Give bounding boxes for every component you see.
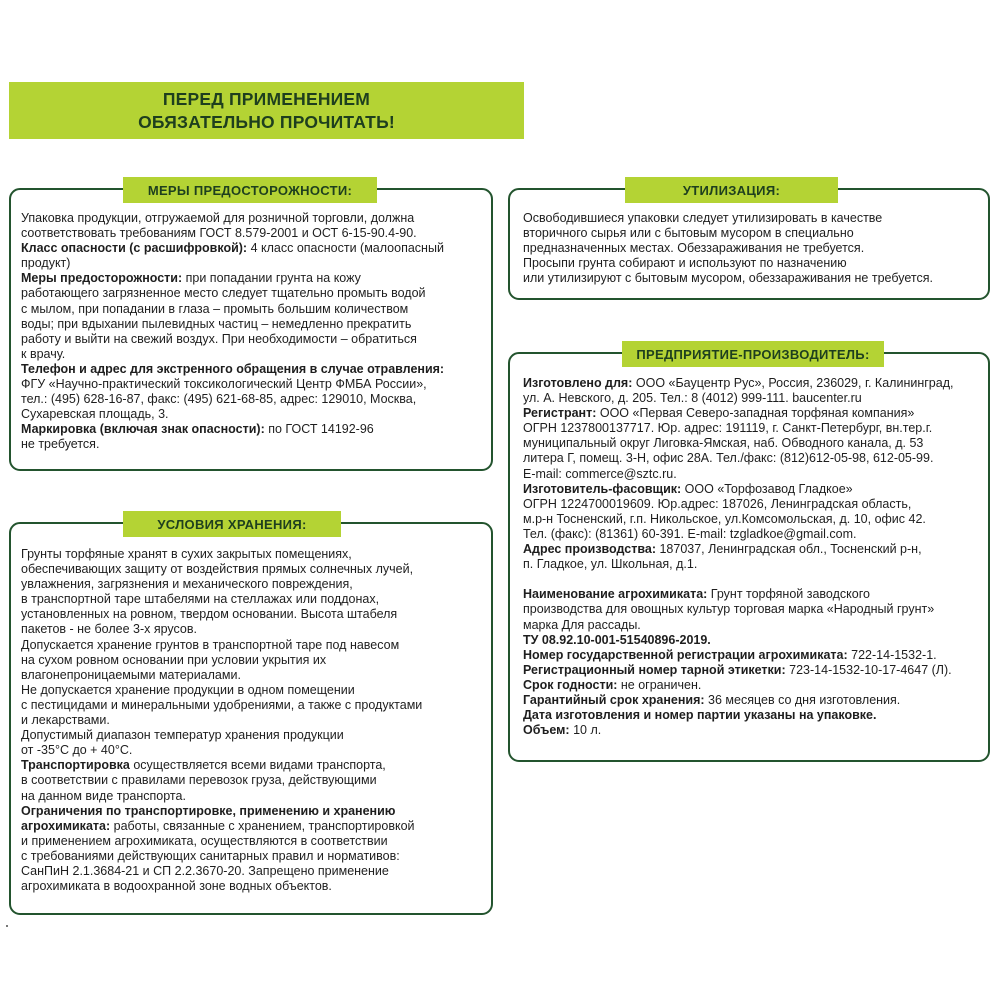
text-line (21, 332, 444, 347)
line-text: ООО «Бауцентр Рус», Россия, 236029, г. Калининград, (632, 376, 954, 390)
text-line (21, 819, 422, 834)
line-text: Тел. (факс): (81361) 60-391. E-mail: tzgladkoe@gmail.com. (523, 526, 857, 541)
line-text: и применением агрохимиката, осуществляются в соответствии (21, 833, 388, 848)
precautions-box (9, 182, 493, 471)
bold-label: Маркировка (включая знак опасности): (21, 422, 265, 437)
line-text: с пестицидами и минеральными удобрениями, а также с продуктами (21, 697, 423, 712)
line-text: осуществляется всеми видами транспорта, (129, 758, 386, 773)
line-text: ООО «Торфозавод Гладкое» (681, 481, 853, 496)
line-text: в соответствии с правилами перевозок груза, действующими (21, 773, 377, 788)
line-text: от -35°С до + 40°С. (21, 743, 133, 758)
line-text: 4 класс опасности (малоопасный (247, 241, 444, 256)
bold-label: Объем: (523, 723, 570, 738)
precautions-title: МЕРЫ ПРЕДОСТОРОЖНОСТИ: (123, 177, 377, 203)
text-line (523, 542, 953, 557)
text-line (21, 362, 444, 377)
text-line (21, 849, 422, 864)
text-line (21, 392, 444, 407)
line-text: не требуется. (21, 437, 100, 452)
line-text: пакетов - не более 3-х ярусов. (21, 622, 197, 637)
precautions-body (21, 211, 444, 453)
text-line (21, 728, 422, 743)
text-line (523, 226, 933, 241)
bold-label: Номер государственной регистрации агрохимиката: (523, 647, 848, 662)
line-text: работающего загрязненное место следует тщательно промыть водой (21, 286, 426, 301)
line-text: в транспортной таре штабелями на стеллажах или поддонах, (21, 592, 380, 607)
line-text: 36 месяцев со дня изготовления. (704, 692, 901, 707)
text-line (523, 421, 953, 436)
line-text: 10 л. (569, 723, 602, 738)
line-text: на сухом ровном основании при условии укрытия их (21, 652, 327, 667)
text-line (21, 241, 444, 256)
stray-dot (6, 925, 8, 927)
text-line (21, 804, 422, 819)
line-text: м.р-н Тосненский, г.п. Никольское, ул.Комсомольская, д. 10, офис 42. (523, 511, 926, 526)
text-line (21, 286, 444, 301)
text-line (523, 633, 953, 648)
disposal-box (508, 182, 990, 300)
line-text: вторичного сырья или с бытовым мусором в специально (523, 226, 854, 241)
text-line (523, 256, 933, 271)
text-line (21, 668, 422, 683)
line-text: ул. А. Невского, д. 205. Тел.: 8 (4012) 999-111. baucenter.ru (523, 391, 862, 406)
text-line (523, 708, 953, 723)
warning-banner (9, 82, 524, 139)
text-line (21, 256, 444, 271)
text-line (21, 683, 422, 698)
text-line (21, 789, 422, 804)
line-text: установленных на ровном, твердом основании. Высота штабеля (21, 607, 398, 622)
line-text: 722-14-1532-1. (847, 647, 937, 662)
line-text: Грунты торфяные хранят в сухих закрытых помещениях, (21, 547, 352, 561)
text-line (523, 557, 953, 572)
text-line (21, 317, 444, 332)
text-line (523, 587, 953, 602)
text-line (523, 451, 953, 466)
line-text: предназначенных местах. Обеззараживания не требуется. (523, 241, 865, 256)
line-text: СанПиН 2.1.3684-21 и СП 2.2.3670-20. Запрещено применение (21, 863, 389, 878)
line-text: 187037, Ленинградская обл., Тосненский р-н, (656, 542, 922, 557)
line-text: на данном виде транспорта. (21, 788, 186, 803)
banner-line-2: ОБЯЗАТЕЛЬНО ПРОЧИТАТЬ! (138, 111, 395, 132)
bold-label: Регистрационный номер тарной этикетки: (523, 662, 786, 677)
banner-line-1: ПЕРЕД ПРИМЕНЕНИЕМ (162, 88, 371, 109)
line-text: Освободившиеся упаковки следует утилизировать в качестве (523, 211, 883, 225)
text-line (21, 226, 444, 241)
line-text: влагонепроницаемыми материалами. (21, 667, 241, 682)
text-line (523, 572, 953, 587)
line-text: Просыпи грунта собирают и используют по назначению (523, 256, 847, 271)
manufacturer-box (508, 346, 990, 762)
line-text: и лекарствами. (21, 713, 110, 728)
bold-label: Регистрант: (523, 406, 597, 421)
bold-label: Меры предосторожности: (21, 271, 183, 286)
text-line (21, 638, 422, 653)
text-line (21, 834, 422, 849)
text-line (21, 437, 444, 452)
disposal-body (523, 211, 933, 286)
text-line (21, 864, 422, 879)
line-text: с мылом, при попадании в глаза – промыть большим количеством (21, 301, 409, 316)
manufacturer-title: ПРЕДПРИЯТИЕ-ПРОИЗВОДИТЕЛЬ: (622, 341, 884, 367)
text-line (523, 618, 953, 633)
line-text: Грунт торфяной заводского (707, 587, 870, 602)
text-line (523, 391, 953, 406)
text-line (523, 678, 953, 693)
text-line (21, 713, 422, 728)
text-line (523, 512, 953, 527)
text-line (523, 271, 933, 286)
line-text: Допускается хранение грунтов в транспортной таре под навесом (21, 637, 400, 652)
text-line (523, 376, 953, 391)
line-text: обеспечивающих защиту от воздействия прямых солнечных лучей, (21, 562, 414, 577)
line-text: работы, связанные с хранением, транспортировкой (110, 818, 415, 833)
text-line (523, 527, 953, 542)
text-line (21, 607, 422, 622)
disposal-title: УТИЛИЗАЦИЯ: (625, 177, 838, 203)
line-text: ОГРН 1237800137717. Юр. адрес: 191119, г. Санкт-Петербург, вн.тер.г. (523, 421, 933, 436)
line-text: не ограничен. (617, 677, 702, 692)
line-text: 723-14-1532-10-17-4647 (Л). (785, 662, 952, 677)
line-text: с требованиями действующих санитарных правил и нормативов: (21, 848, 400, 863)
text-line (21, 879, 422, 894)
line-text: Упаковка продукции, отгружаемой для розничной торговли, должна (21, 211, 415, 225)
text-line (21, 562, 422, 577)
text-line (523, 602, 953, 617)
text-line (523, 723, 953, 738)
text-line (21, 271, 444, 286)
line-text: Допустимый диапазон температур хранения продукции (21, 728, 344, 743)
text-line (21, 577, 422, 592)
text-line (21, 407, 444, 422)
text-line (21, 377, 444, 392)
line-text: ООО «Первая Северо-западная торфяная компания» (596, 406, 915, 421)
text-line (523, 467, 953, 482)
line-text: по ГОСТ 14192-96 (264, 422, 374, 437)
bold-label: Дата изготовления и номер партии указаны на упаковке. (523, 708, 877, 723)
line-text: агрохимиката в водоохранной зоне водных объектов. (21, 879, 332, 894)
text-line (21, 547, 422, 562)
text-line (21, 773, 422, 788)
line-text: тел.: (495) 628-16-87, факс: (495) 621-68-85, адрес: 129010, Москва, (21, 392, 417, 407)
text-line (21, 698, 422, 713)
storage-box (9, 516, 493, 915)
text-line (523, 406, 953, 421)
line-text: или утилизируют с бытовым мусором, обеззараживания не требуется. (523, 271, 933, 286)
bold-label: агрохимиката: (21, 818, 111, 833)
line-text: муниципальный округ Лиговка-Ямская, наб. Обводного канала, д. 53 (523, 436, 924, 451)
line-text: работу и выйти на свежий воздух. При необходимости – обратиться (21, 331, 417, 346)
text-line (21, 758, 422, 773)
text-line (21, 743, 422, 758)
bold-label: Изготовитель-фасовщик: (523, 481, 682, 496)
text-line (523, 482, 953, 497)
text-line (523, 211, 933, 226)
bold-label: ТУ 08.92.10-001-51540896-2019. (523, 632, 711, 647)
line-text: E-mail: commerce@sztc.ru. (523, 466, 677, 481)
line-text: воды; при вдыхании пылевидных частиц – немедленно прекратить (21, 316, 412, 331)
bold-label: Транспортировка (21, 758, 130, 773)
line-text: увлажнения, загрязнения и механического повреждения, (21, 577, 353, 592)
bold-label: Телефон и адрес для экстренного обращения в случае отравления: (21, 361, 445, 376)
text-line (523, 693, 953, 708)
line-text: Сухаревская площадь, 3. (21, 407, 169, 422)
line-text: ФГУ «Научно-практический токсикологический Центр ФМБА России», (21, 377, 427, 392)
storage-title: УСЛОВИЯ ХРАНЕНИЯ: (123, 511, 341, 537)
bold-label: Ограничения по транспортировке, применению и хранению (21, 803, 396, 818)
line-text: п. Гладкое, ул. Школьная, д.1. (523, 557, 698, 572)
manufacturer-body (523, 376, 953, 738)
bold-label: Адрес производства: (523, 542, 656, 557)
text-line (523, 497, 953, 512)
line-text: Не допускается хранение продукции в одном помещении (21, 682, 355, 697)
text-line (21, 622, 422, 637)
text-line (21, 592, 422, 607)
line-text: соответствовать требованиям ГОСТ 8.579-2001 и ОСТ 6-15-90.4-90. (21, 226, 417, 241)
bold-label: Гарантийный срок хранения: (523, 692, 705, 707)
text-line (21, 302, 444, 317)
text-line (523, 648, 953, 663)
bold-label: Наименование агрохимиката: (523, 587, 708, 602)
text-line (21, 653, 422, 668)
line-text: продукт) (21, 256, 71, 271)
line-text: к врачу. (21, 346, 66, 361)
line-text: марка Для рассады. (523, 617, 641, 632)
text-line (523, 663, 953, 678)
text-line (523, 241, 933, 256)
line-text: производства для овощных культур торговая марка «Народный грунт» (523, 602, 935, 617)
text-line (21, 422, 444, 437)
bold-label: Класс опасности (с расшифровкой): (21, 241, 248, 256)
text-line (21, 347, 444, 362)
storage-body (21, 547, 422, 894)
bold-label: Изготовлено для: (523, 376, 633, 390)
text-line (21, 211, 444, 226)
bold-label: Срок годности: (523, 677, 618, 692)
text-line (523, 436, 953, 451)
line-text: ОГРН 1224700019609. Юр.адрес: 187026, Ленинградская область, (523, 496, 912, 511)
line-text: при попадании грунта на кожу (182, 271, 361, 286)
line-text: литера Г, помещ. 3-Н, офис 28А. Тел./факс: (812)612-05-98, 612-05-99. (523, 451, 934, 466)
